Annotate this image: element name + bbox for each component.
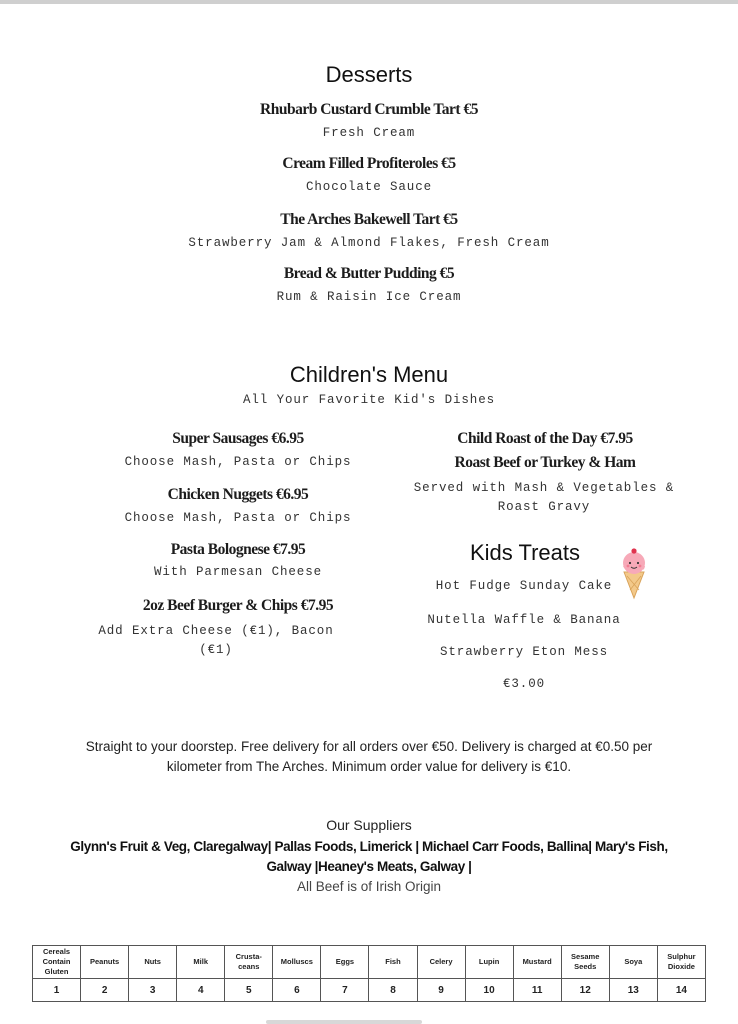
dessert-description: Chocolate Sauce xyxy=(305,180,433,194)
allergen-name: Crusta-ceans xyxy=(225,946,273,979)
dessert-name: The Arches Bakewell Tart €5 xyxy=(280,211,458,228)
kids-dish-name: Child Roast of the Day €7.95 xyxy=(457,430,633,447)
allergen-table xyxy=(32,945,706,1002)
kids-dish-description: With Parmesan Cheese xyxy=(153,565,323,579)
kids-dish-name: 2oz Beef Burger & Chips €7.95 xyxy=(142,597,334,614)
kids-dish-description: Add Extra Cheese (€1), Bacon (€1) xyxy=(98,624,334,657)
allergen-number: 10 xyxy=(465,979,513,1002)
allergen-numbers-row xyxy=(33,979,706,1002)
allergen-name: Nuts xyxy=(129,946,177,979)
allergen-number: 5 xyxy=(225,979,273,1002)
top-border xyxy=(0,0,738,4)
suppliers-list: Glynn's Fruit & Veg, Claregalway| Pallas Foods, Limerick | Michael Carr Foods, Ballina| Mary's Fish, Galway |Heaney's Meats, Galway | xyxy=(70,839,668,874)
delivery-notice: Straight to your doorstep. Free delivery for all orders over €50. Delivery is charged at €0.50 per kilometer from The Arches. Minimum order value for delivery is €10. xyxy=(85,739,653,774)
allergen-number: 12 xyxy=(561,979,609,1002)
dessert-description: Fresh Cream xyxy=(322,126,416,140)
kids-treat-item: Hot Fudge Sunday Cake xyxy=(435,579,613,593)
allergen-name: Soya xyxy=(609,946,657,979)
dessert-name: Rhubarb Custard Crumble Tart €5 xyxy=(260,101,478,118)
allergen-number: 3 xyxy=(129,979,177,1002)
allergen-name: Fish xyxy=(369,946,417,979)
allergen-name: Sulphur Dioxide xyxy=(657,946,705,979)
dessert-description: Strawberry Jam & Almond Flakes, Fresh Cream xyxy=(188,236,550,250)
allergen-names-row xyxy=(33,946,706,979)
allergen-name: Peanuts xyxy=(81,946,129,979)
childrens-menu-subtitle: All Your Favorite Kid's Dishes xyxy=(242,393,496,407)
dessert-name: Bread & Butter Pudding €5 xyxy=(283,265,455,282)
allergen-number: 11 xyxy=(513,979,561,1002)
dessert-name: Cream Filled Profiteroles €5 xyxy=(282,155,456,172)
beef-origin-note: All Beef is of Irish Origin xyxy=(296,879,442,894)
allergen-number: 8 xyxy=(369,979,417,1002)
suppliers-title: Our Suppliers xyxy=(326,817,412,833)
allergen-number: 9 xyxy=(417,979,465,1002)
childrens-menu-title: Children's Menu xyxy=(289,362,449,387)
allergen-number: 6 xyxy=(273,979,321,1002)
bottom-scroll-indicator xyxy=(266,1020,422,1024)
kids-dish-description: Choose Mash, Pasta or Chips xyxy=(124,511,352,525)
desserts-title: Desserts xyxy=(325,62,413,87)
allergen-name: Mustard xyxy=(513,946,561,979)
allergen-number: 2 xyxy=(81,979,129,1002)
allergen-number: 13 xyxy=(609,979,657,1002)
kids-dish-subname: Roast Beef or Turkey & Ham xyxy=(454,454,636,471)
allergen-name: Sesame Seeds xyxy=(561,946,609,979)
kids-dish-description: Served with Mash & Vegetables & Roast Gravy xyxy=(413,481,675,514)
allergen-number: 1 xyxy=(33,979,81,1002)
kids-treats-price: €3.00 xyxy=(502,677,545,691)
allergen-number: 7 xyxy=(321,979,369,1002)
allergen-name: Milk xyxy=(177,946,225,979)
kids-dish-name: Super Sausages €6.95 xyxy=(172,430,304,447)
kids-dish-name: Chicken Nuggets €6.95 xyxy=(167,486,309,503)
allergen-name: Cereals Contain Gluten xyxy=(33,946,81,979)
allergen-name: Molluscs xyxy=(273,946,321,979)
allergen-number: 4 xyxy=(177,979,225,1002)
dessert-description: Rum & Raisin Ice Cream xyxy=(276,290,462,304)
allergen-name: Lupin xyxy=(465,946,513,979)
kids-treat-item: Strawberry Eton Mess xyxy=(439,645,609,659)
allergen-number: 14 xyxy=(657,979,705,1002)
kids-dish-description: Choose Mash, Pasta or Chips xyxy=(124,455,352,469)
kids-treats-title: Kids Treats xyxy=(469,540,581,565)
kids-dish-name: Pasta Bolognese €7.95 xyxy=(170,541,306,558)
kids-treat-item: Nutella Waffle & Banana xyxy=(427,613,621,627)
allergen-name: Celery xyxy=(417,946,465,979)
allergen-name: Eggs xyxy=(321,946,369,979)
